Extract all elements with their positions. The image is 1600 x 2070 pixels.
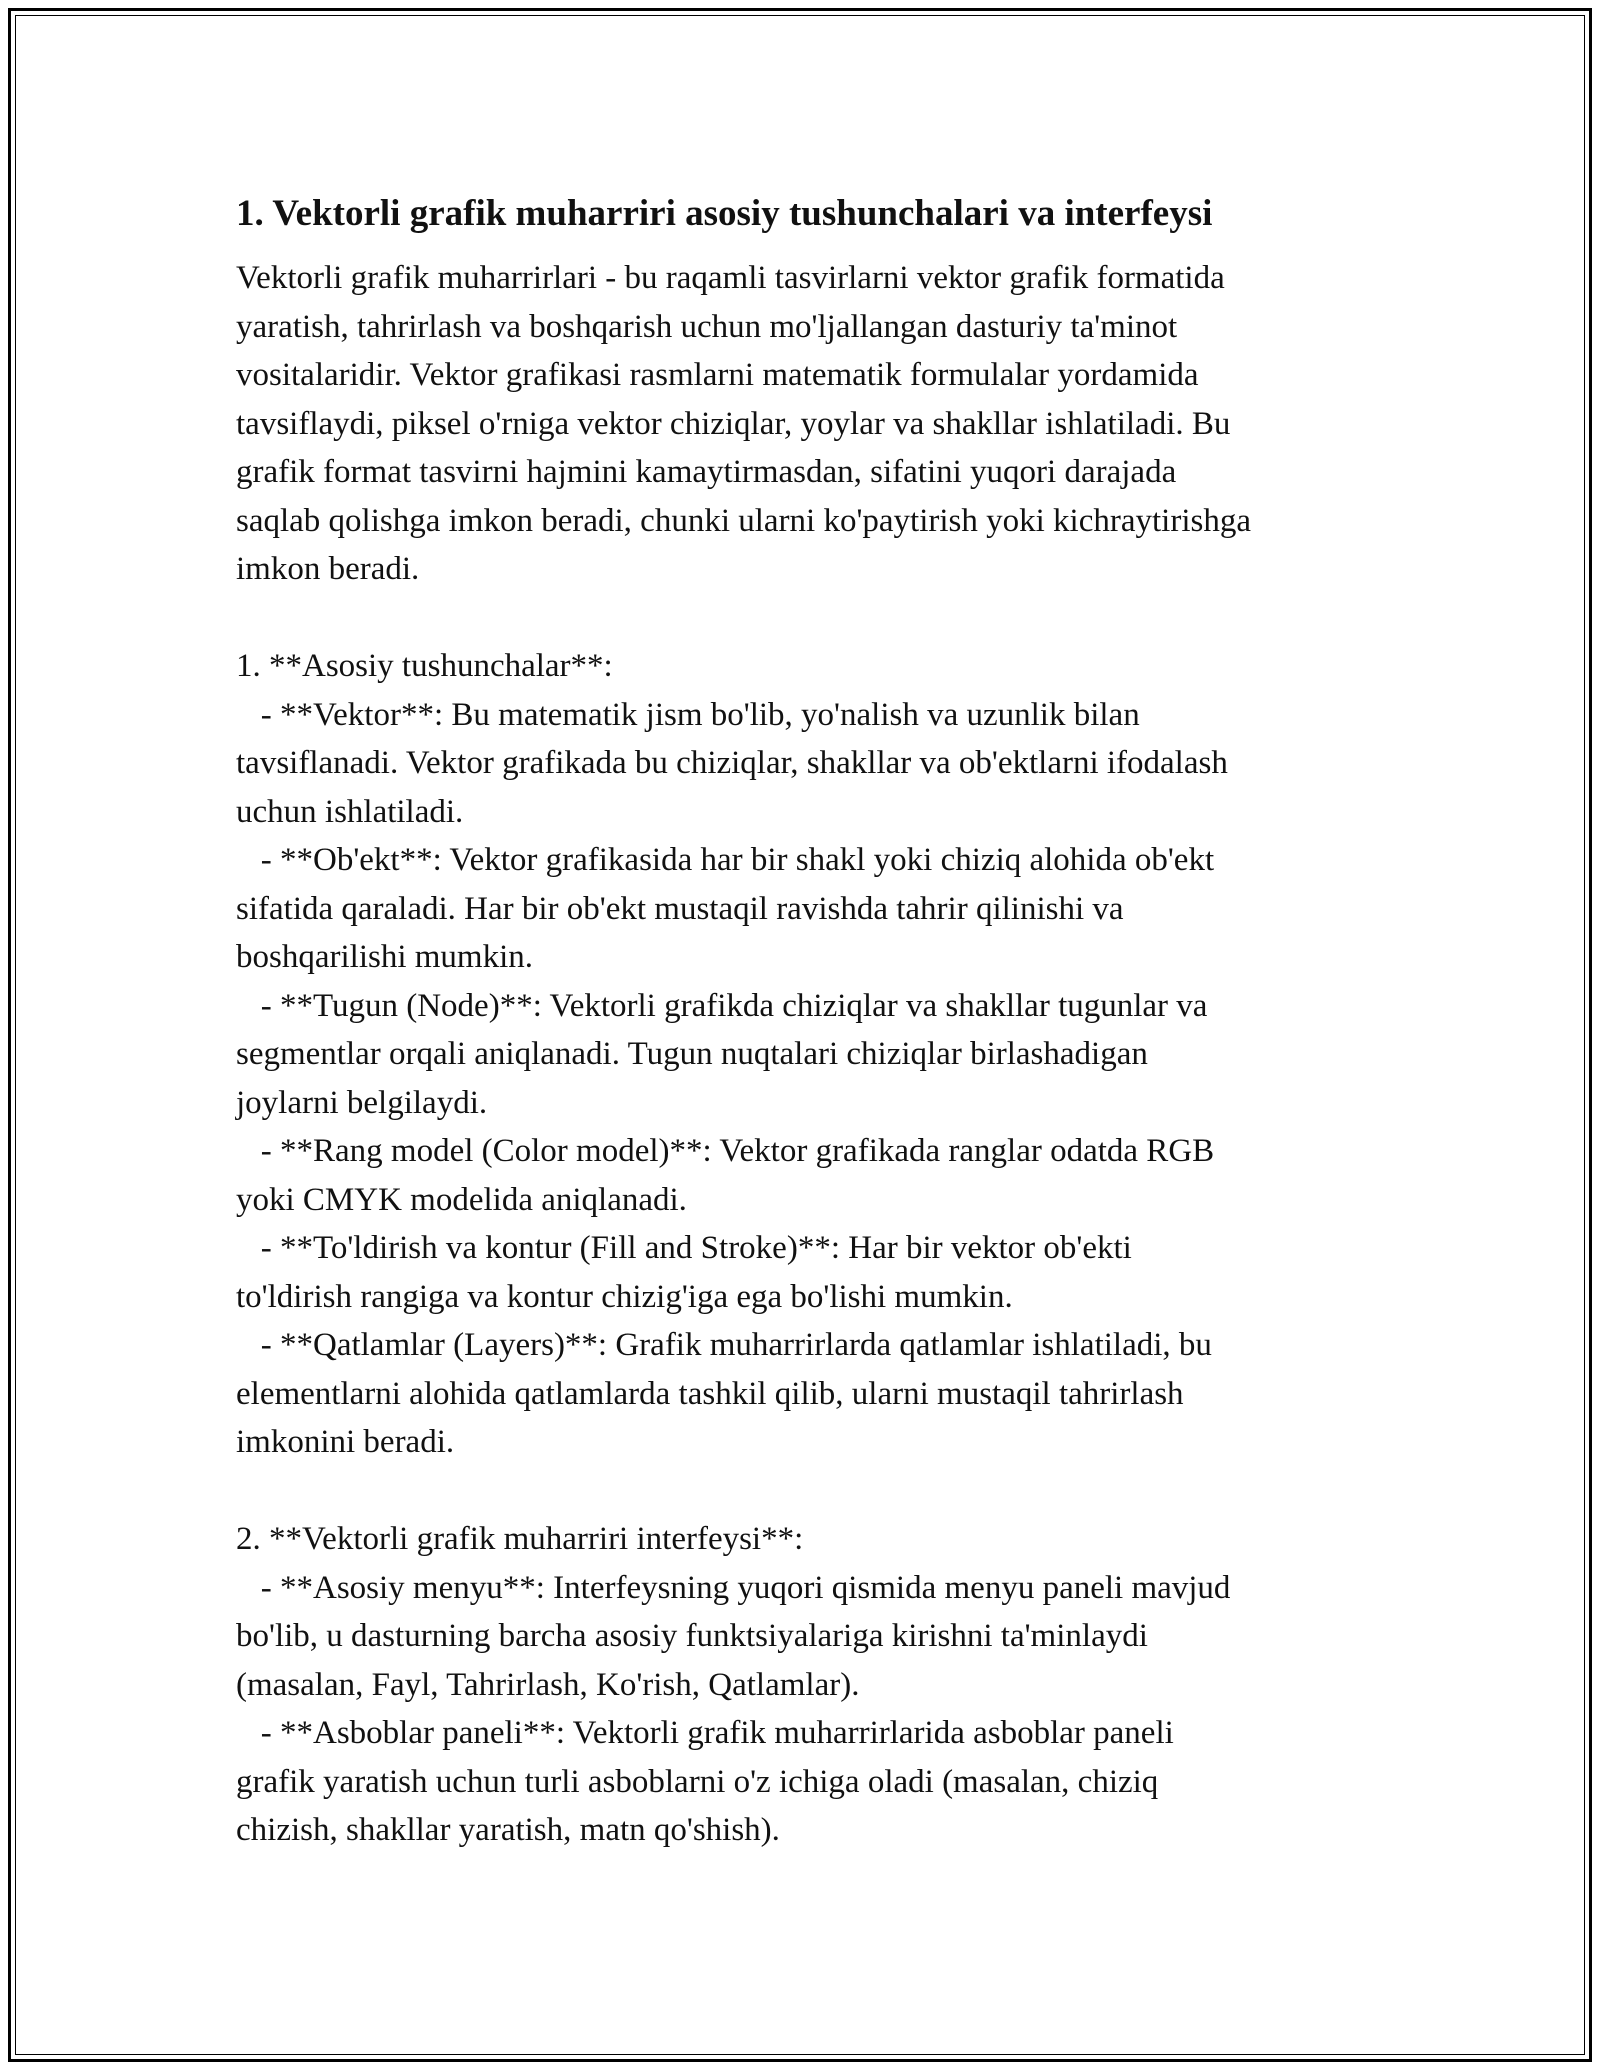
text-line: saqlab qolishga imkon beradi, chunki ularni ko'paytirish yoki kichraytirishga xyxy=(236,502,1251,539)
text-line: joylarni belgilaydi. xyxy=(236,1084,488,1121)
text-line: vositalaridir. Vektor grafikasi rasmlarni matematik formulalar yordamida xyxy=(236,357,1199,393)
text-line: - **To'ldirish va kontur (Fill and Stroke)**: Har bir vektor ob'ekti xyxy=(236,1230,1132,1266)
paragraph-gap xyxy=(236,594,1386,643)
text-line: imkonini beradi. xyxy=(236,1424,455,1460)
text-line: - **Tugun (Node)**: Vektorli grafikda chiziqlar va shakllar tugunlar va xyxy=(236,987,1208,1024)
text-line: elementlarni alohida qatlamlarda tashkil qilib, ularni mustaqil tahrirlash xyxy=(236,1375,1184,1412)
text-line: tavsiflanadi. Vektor grafikada bu chiziqlar, shakllar va ob'ektlarni ifodalash xyxy=(236,745,1228,781)
text-line: chizish, shakllar yaratish, matn qo'shish). xyxy=(236,1812,780,1848)
text-line: grafik format tasvirni hajmini kamaytirmasdan, sifatini yuqori darajada xyxy=(236,454,1177,490)
text-line: grafik yaratish uchun turli asboblarni o'z ichiga oladi (masalan, chiziq xyxy=(236,1763,1159,1800)
text-line: imkon beradi. xyxy=(236,551,420,587)
text-line: Vektorli grafik muharrirlari - bu raqamli tasvirlarni vektor grafik formatida xyxy=(236,260,1225,296)
intro-paragraph xyxy=(236,254,1386,594)
document-body xyxy=(236,186,1386,1855)
text-line: - **Ob'ekt**: Vektor grafikasida har bir shakl yoki chiziq alohida ob'ekt xyxy=(236,842,1215,878)
text-line: tavsiflaydi, piksel o'rniga vektor chiziqlar, yoylar va shakllar ishlatiladi. Bu xyxy=(236,405,1231,442)
text-line: yoki CMYK modelida aniqlanadi. xyxy=(236,1181,687,1218)
section-heading: 1. **Asosiy tushunchalar**: xyxy=(236,648,613,684)
section-basic-concepts xyxy=(236,642,1386,1467)
document-title: 1. Vektorli grafik muharriri asosiy tushunchalari va interfeysi xyxy=(236,193,1213,234)
section-editor-interface xyxy=(236,1515,1386,1855)
text-line: bo'lib, u dasturning barcha asosiy funktsiyalariga kirishni ta'minlaydi xyxy=(236,1618,1148,1654)
text-line: - **Qatlamlar (Layers)**: Grafik muharrirlarda qatlamlar ishlatiladi, bu xyxy=(236,1327,1212,1363)
text-line: - **Vektor**: Bu matematik jism bo'lib, yo'nalish va uzunlik bilan xyxy=(236,696,1140,733)
text-line: - **Asboblar paneli**: Vektorli grafik muharrirlarida asboblar paneli xyxy=(236,1715,1174,1751)
text-line: - **Asosiy menyu**: Interfeysning yuqori qismida menyu paneli mavjud xyxy=(236,1569,1231,1606)
text-line: segmentlar orqali aniqlanadi. Tugun nuqtalari chiziqlar birlashadigan xyxy=(236,1036,1148,1072)
text-line: sifatida qaraladi. Har bir ob'ekt mustaqil ravishda tahrir qilinishi va xyxy=(236,890,1124,927)
paragraph-gap xyxy=(236,1467,1386,1516)
section-heading: 2. **Vektorli grafik muharriri interfeysi**: xyxy=(236,1521,804,1557)
text-line: boshqarilishi mumkin. xyxy=(236,939,533,975)
text-line: - **Rang model (Color model)**: Vektor grafikada ranglar odatda RGB xyxy=(236,1133,1215,1169)
text-line: (masalan, Fayl, Tahrirlash, Ko'rish, Qatlamlar). xyxy=(236,1666,860,1703)
text-line: uchun ishlatiladi. xyxy=(236,793,464,830)
text-line: yaratish, tahrirlash va boshqarish uchun mo'ljallangan dasturiy ta'minot xyxy=(236,308,1178,345)
text-line: to'ldirish rangiga va kontur chizig'iga ega bo'lishi mumkin. xyxy=(236,1278,1013,1315)
